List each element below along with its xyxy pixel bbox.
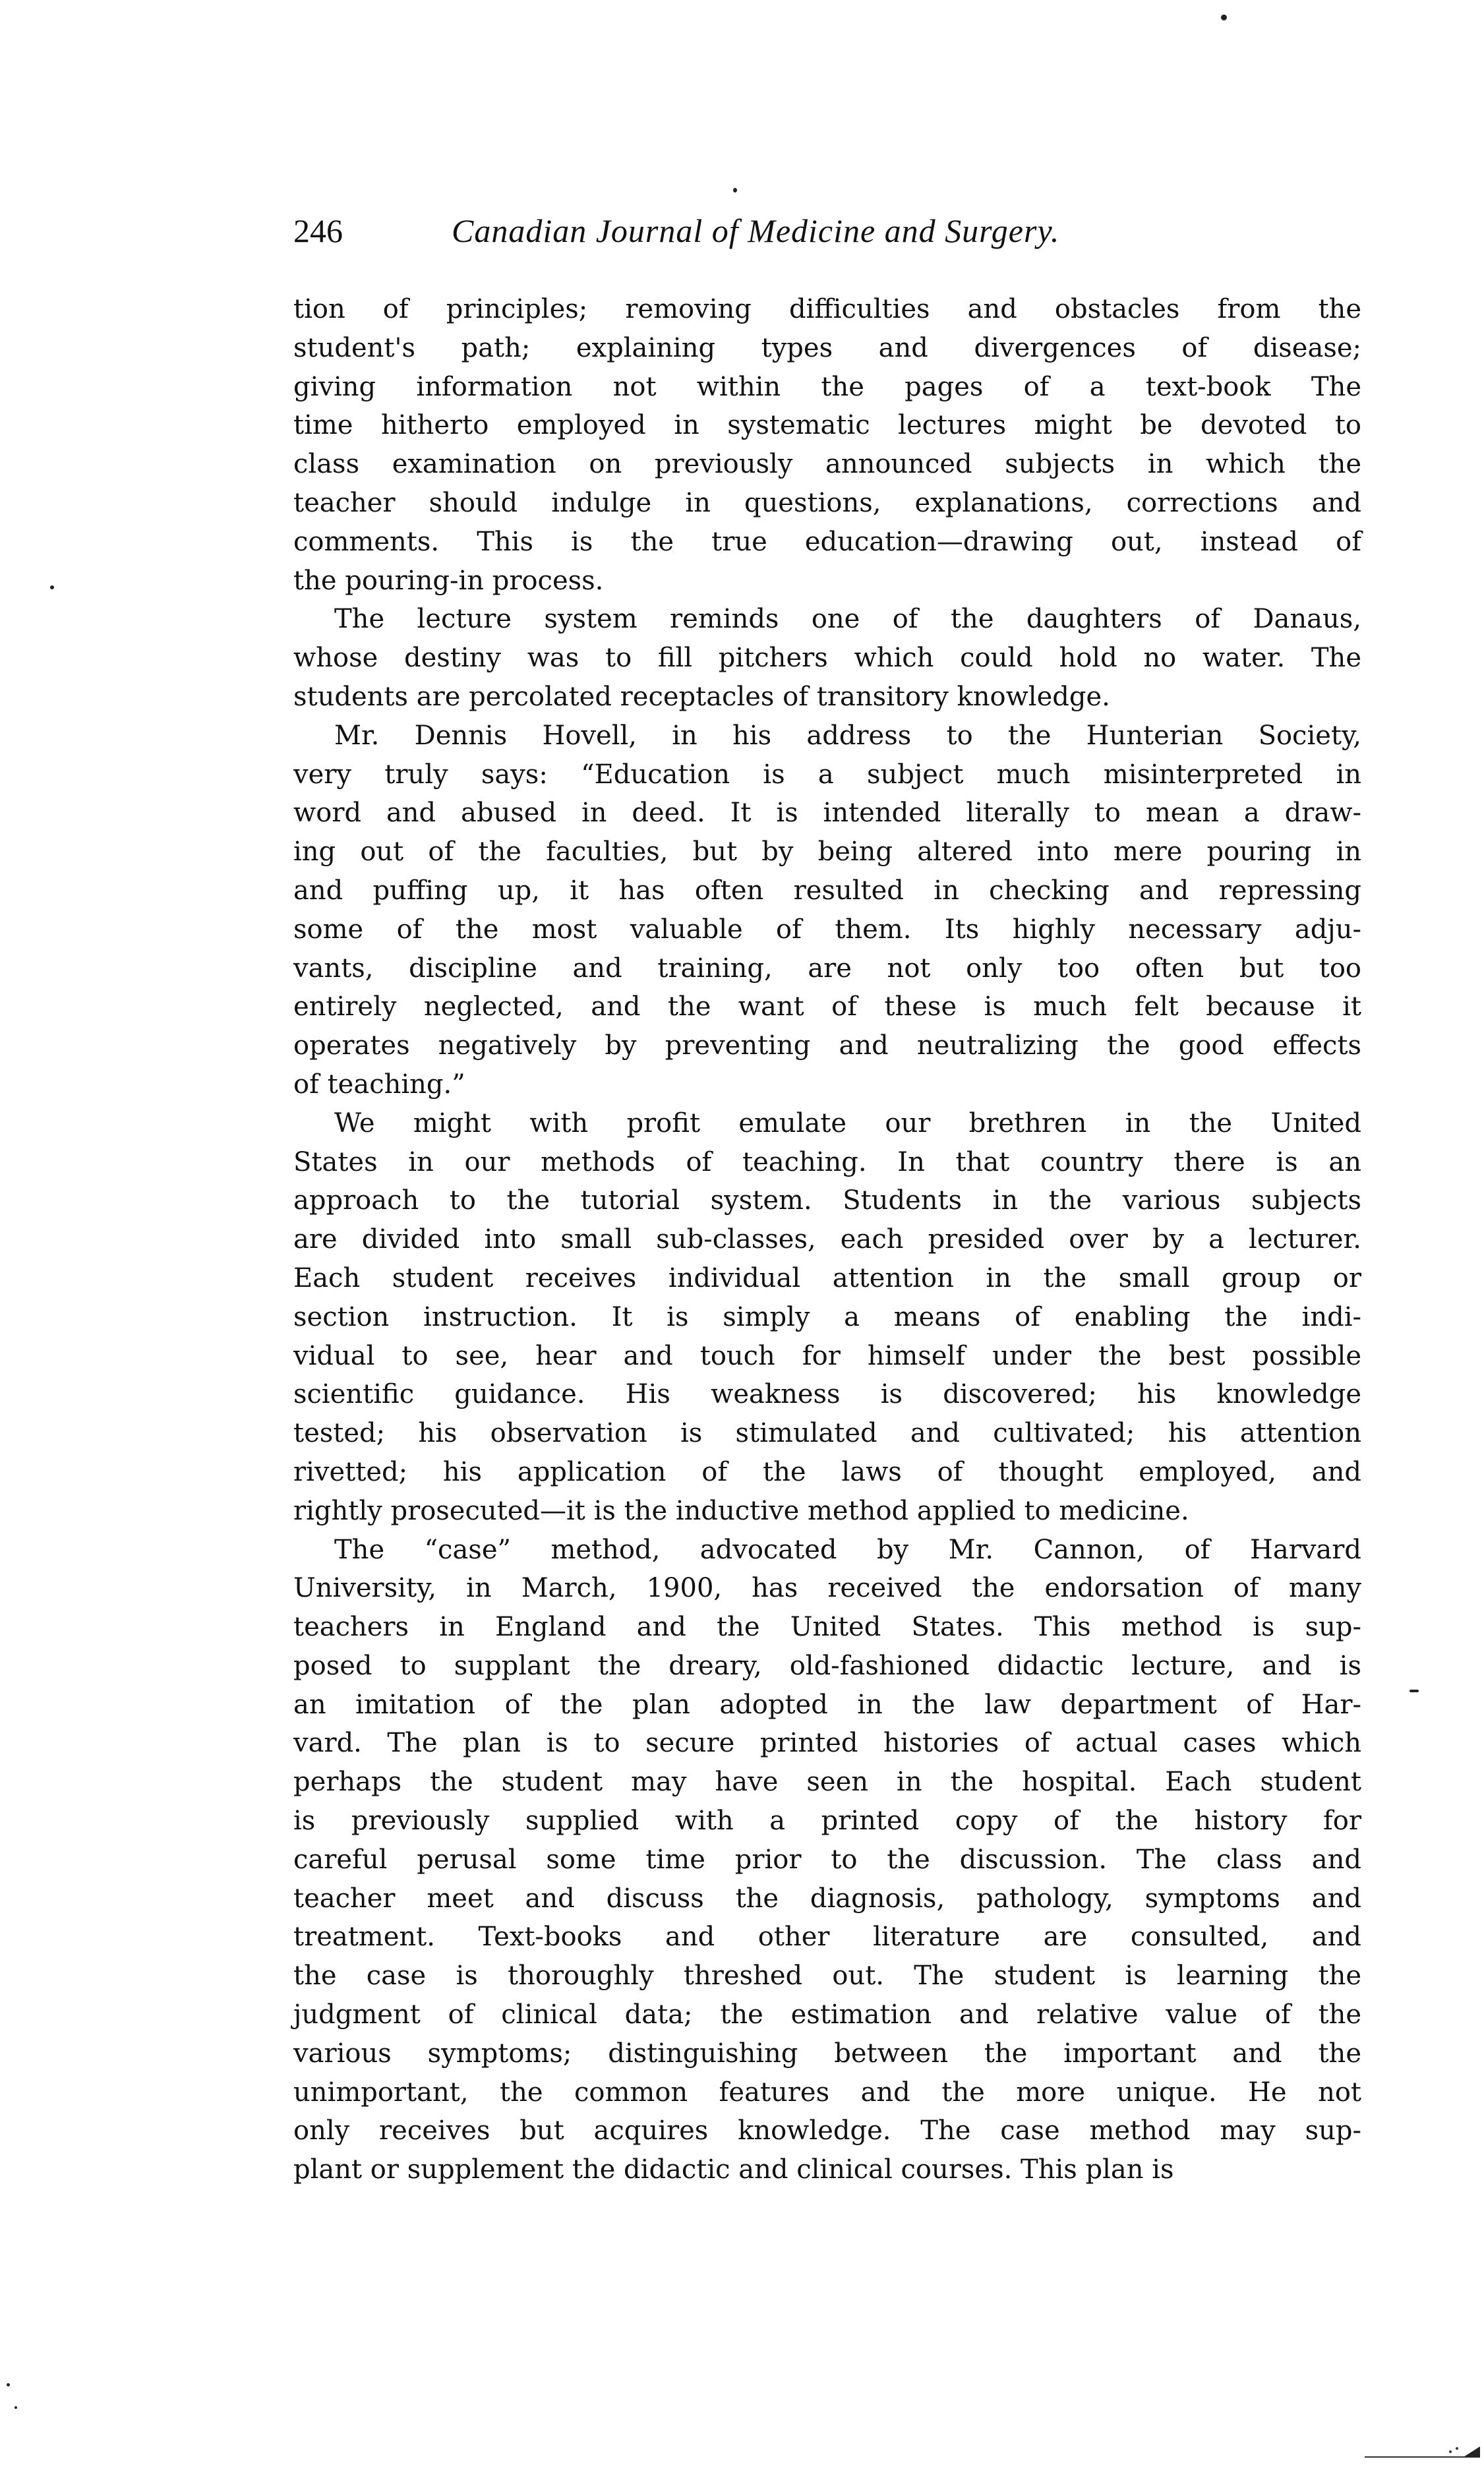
paragraph [293,1531,1361,2190]
text-line: Mr. Dennis Hovell, in his address to the Hunterian Society, [334,720,1361,751]
journal-title: Canadian Journal of Medicine and Surgery. [452,212,1060,249]
text-line: class examination on previously announced subjects in which the [293,449,1361,480]
text-line: tion of principles; removing difficulties and obstacles from the [293,294,1361,324]
running-head [293,208,1216,254]
text-line: The “case” method, advocated by Mr. Cannon, of Harvard [334,1534,1361,1565]
paragraph [293,600,1361,716]
text-line: is previously supplied with a printed copy of the history for [293,1806,1361,1837]
text-line: teachers in England and the United States. This method is sup- [293,1612,1361,1643]
paragraph [293,1104,1361,1531]
text-line: unimportant, the common features and the more unique. He not [293,2077,1361,2108]
text-line: comments. This is the true education—drawing out, instead of [293,526,1361,557]
text-line: only receives but acquires knowledge. The case method may sup- [293,2116,1361,2146]
text-line: States in our methods of teaching. In that country there is an [293,1146,1361,1177]
page-number: 246 [293,212,343,249]
text-line: The lecture system reminds one of the daughters of Danaus, [334,604,1361,635]
text-line: an imitation of the plan adopted in the law department of Har- [293,1689,1361,1720]
text-line: vidual to see, hear and touch for himself under the best possible [293,1340,1361,1371]
text-line: entirely neglected, and the want of these is much felt because it [293,991,1361,1022]
text-line: very truly says: “Education is a subject much misinterpreted in [293,759,1361,790]
text-line: are divided into small sub-classes, each presided over by a lecturer. [293,1224,1361,1255]
text-line: section instruction. It is simply a means of enabling the indi- [293,1301,1361,1332]
text-line: the pouring-in process. [293,565,604,596]
text-line: careful perusal some time prior to the discussion. The class and [293,1844,1361,1875]
text-line: student's path; explaining types and divergences of disease; [293,332,1361,363]
text-line: some of the most valuable of them. Its highly necessary adju- [293,914,1361,945]
text-line: judgment of clinical data; the estimation and relative value of the [293,1999,1361,2030]
text-line: tested; his observation is stimulated and cultivated; his attention [293,1418,1361,1449]
text-line: vants, discipline and training, are not only too often but too [293,953,1361,984]
scan-edge-mark [1365,2442,1480,2462]
paragraph [293,717,1361,1104]
text-line: time hitherto employed in systematic lectures might be devoted to [293,410,1361,441]
text-line: teacher should indulge in questions, explanations, corrections and [293,487,1361,518]
text-line: whose destiny was to fill pitchers which could hold no water. The [293,643,1361,674]
text-line: various symptoms; distinguishing between the important and the [293,2038,1361,2069]
text-line: the case is thoroughly threshed out. The student is learning the [293,1961,1361,1992]
text-line: treatment. Text-books and other literature are consulted, and [293,1922,1361,1953]
text-line: and puffing up, it has often resulted in checking and repressing [293,875,1361,906]
text-line: We might with profit emulate our brethren in the United [334,1108,1361,1139]
text-line: operates negatively by preventing and neutralizing the good effects [293,1030,1361,1061]
text-line: of teaching.” [293,1069,465,1100]
text-line: vard. The plan is to secure printed histories of actual cases which [293,1728,1361,1759]
text-line: posed to supplant the dreary, old-fashioned didactic lecture, and is [293,1650,1361,1681]
text-line: rivetted; his application of the laws of thought employed, and [293,1456,1361,1487]
text-line: scientific guidance. His weakness is discovered; his knowledge [293,1379,1361,1410]
text-line: perhaps the student may have seen in the hospital. Each student [293,1767,1361,1798]
text-line: rightly prosecuted—it is the inductive method applied to medicine. [293,1495,1189,1526]
text-line: teacher meet and discuss the diagnosis, pathology, symptoms and [293,1883,1361,1914]
text-line: giving information not within the pages of a text-book The [293,371,1361,402]
text-line: students are percolated receptacles of transitory knowledge. [293,681,1110,712]
paragraph [293,290,1361,600]
text-line: University, in March, 1900, has received the endorsation of many [293,1573,1361,1604]
body-text [293,290,1361,2189]
text-line: ing out of the faculties, but by being altered into mere pouring in [293,837,1361,868]
text-line: Each student receives individual attention in the small group or [293,1262,1361,1293]
text-line: approach to the tutorial system. Students in the various subjects [293,1185,1361,1216]
text-line: plant or supplement the didactic and clinical courses. This plan is [293,2154,1174,2185]
text-line: word and abused in deed. It is intended literally to mean a draw- [293,798,1361,829]
